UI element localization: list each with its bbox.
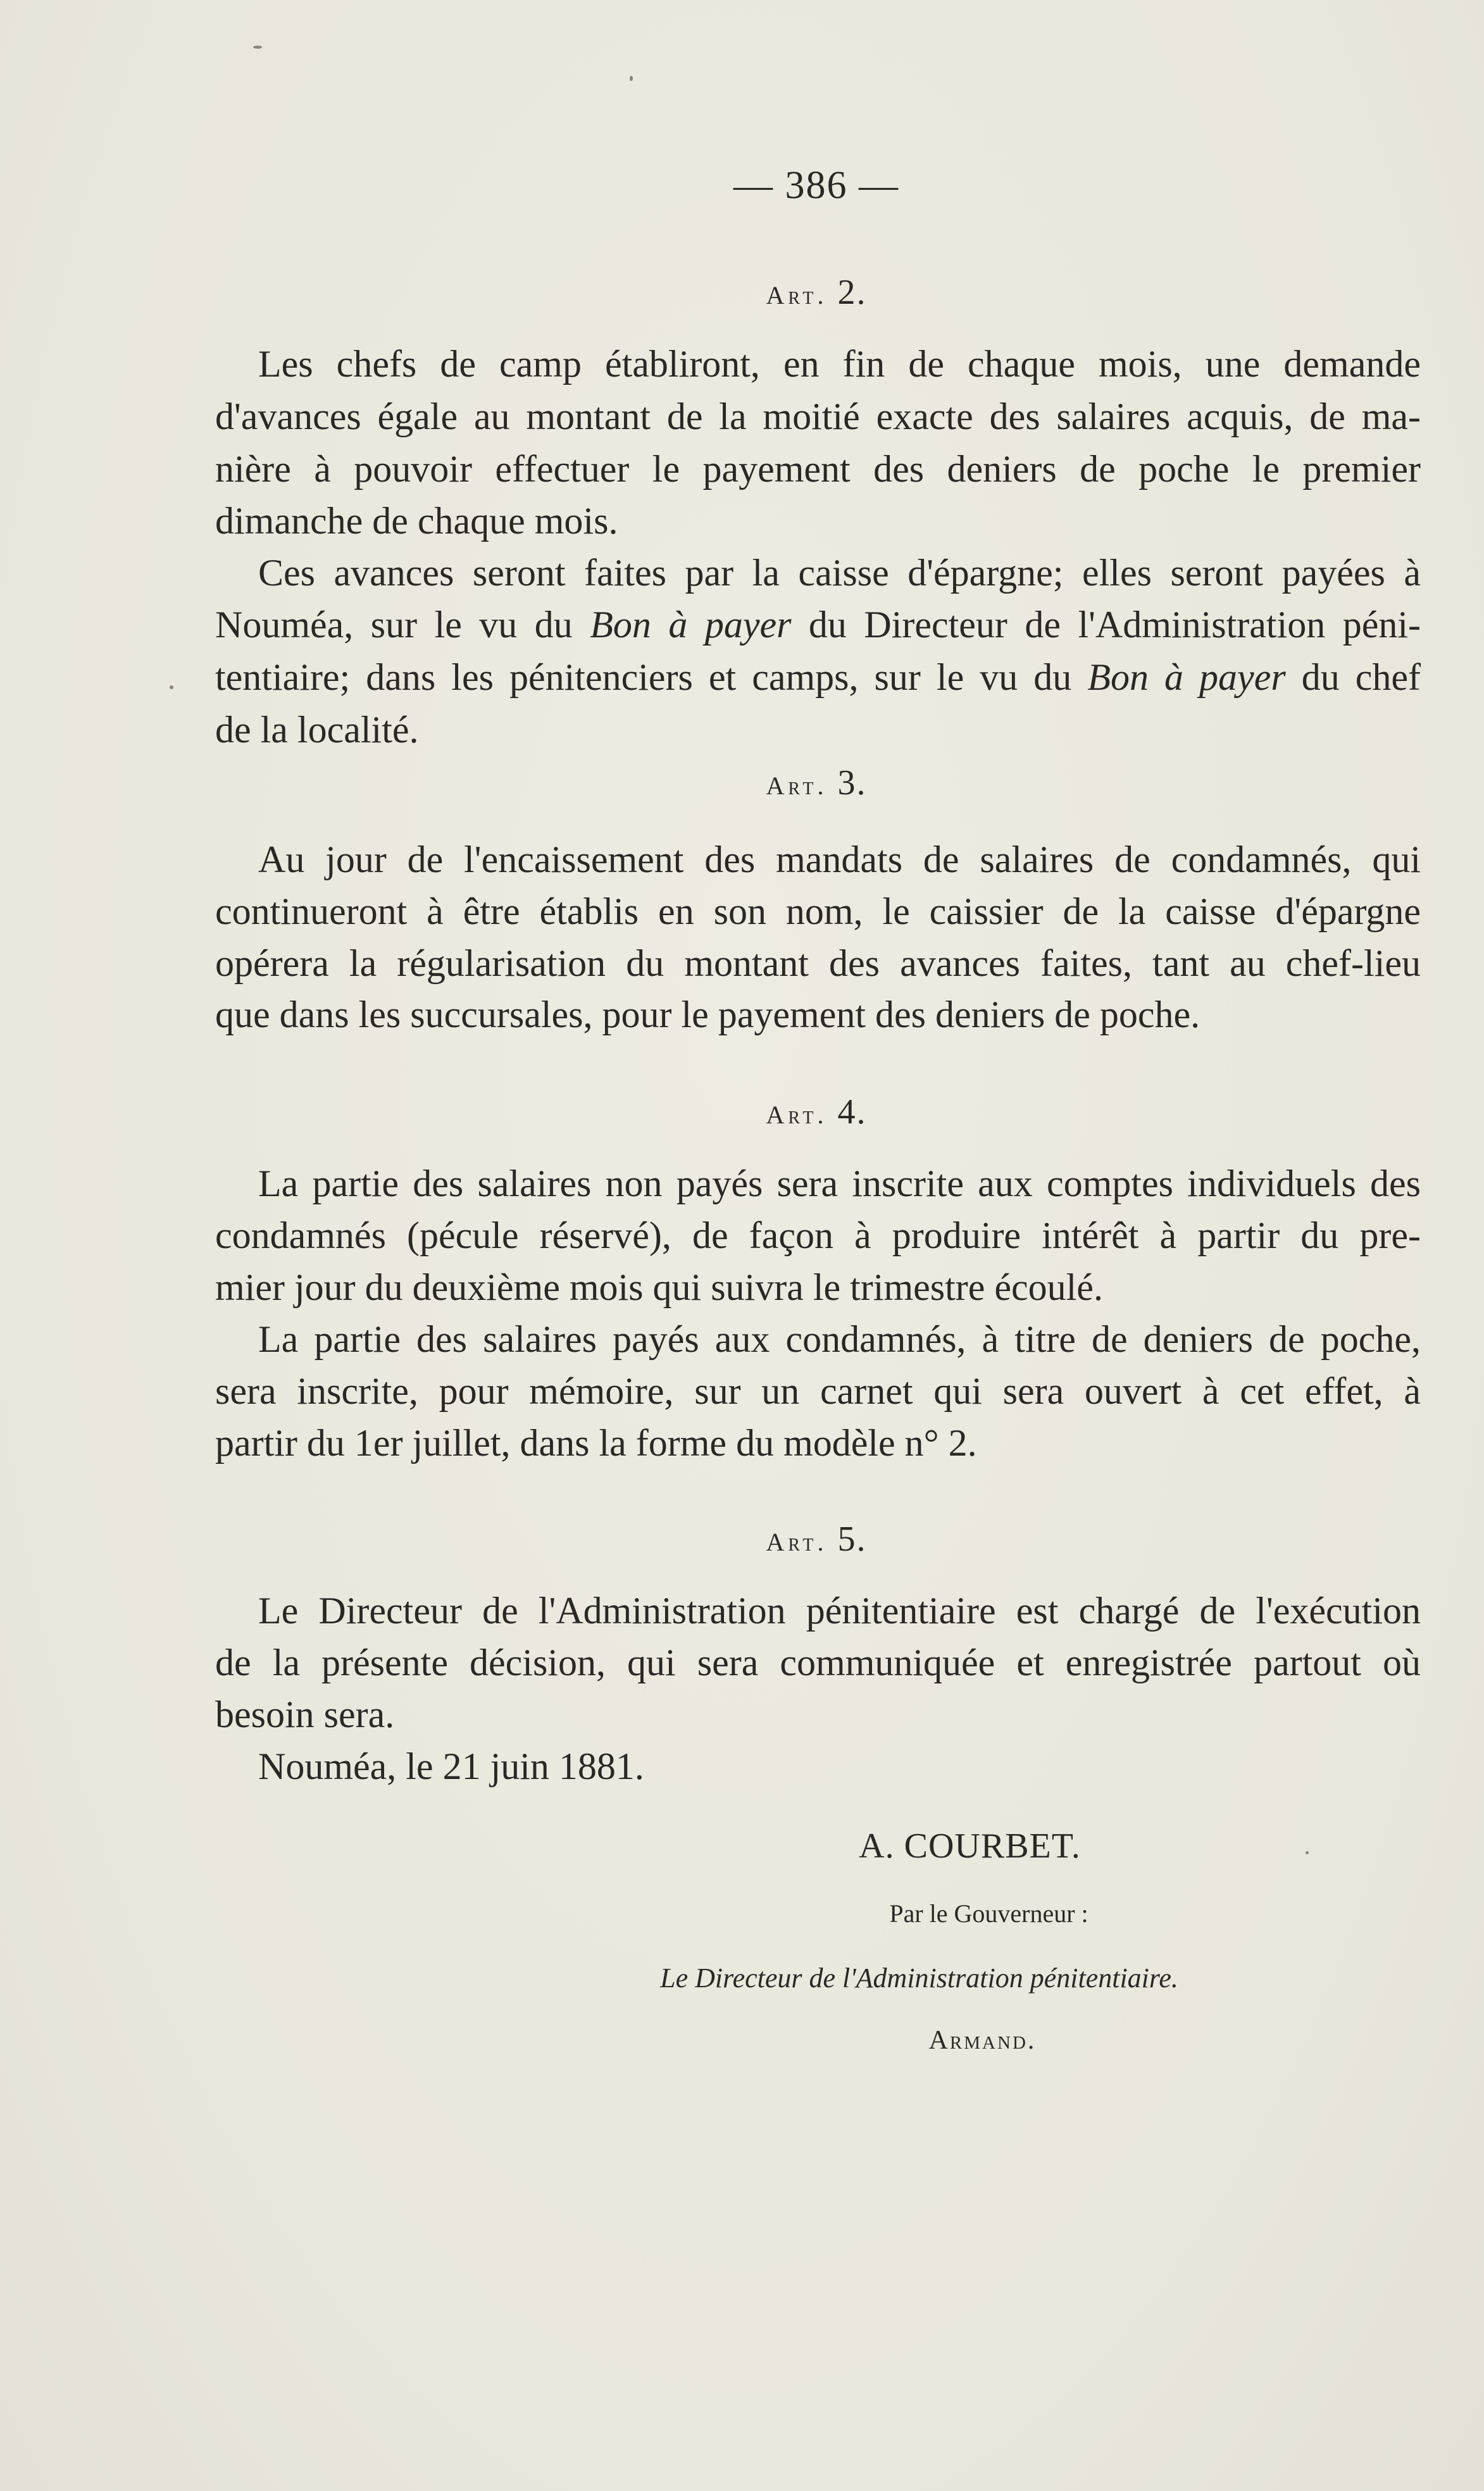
article-4-number: 4.: [837, 1092, 867, 1132]
art4-line-6: partir du 1er juillet, dans la forme du modèle n° 2.: [215, 1422, 977, 1464]
scan-speck: [630, 76, 633, 81]
article-4-label: Art.: [766, 1101, 828, 1129]
article-2-label: Art.: [766, 281, 828, 309]
signature-title: Le Directeur de l'Administration pénitentiaire.: [660, 1963, 1178, 1994]
art2-line-7-post: du chef: [1285, 656, 1421, 698]
scan-speck: [170, 685, 173, 689]
art3-line-2: continueront à être établis en son nom, le caissier de la caisse d'épargne: [215, 890, 1421, 932]
signature-name: A. COURBET.: [859, 1826, 1081, 1866]
art2-line-8: de la localité.: [215, 709, 419, 751]
scan-speck: [253, 46, 262, 49]
art4-line-4: La partie des salaires payés aux condamnés, à titre de deniers de poche,: [258, 1318, 1421, 1360]
art2-line-2: d'avances égale au montant de la moitié exacte des salaires acquis, de ma-: [215, 396, 1421, 437]
art2-line-7: [215, 652, 1421, 702]
art2-line-6: [215, 599, 1421, 650]
article-5-heading: [0, 1519, 1484, 1559]
article-4-heading: [0, 1092, 1484, 1132]
art2-line-5: Ces avances seront faites par la caisse d'épargne; elles seront payées à: [258, 552, 1421, 594]
art4-line-3: mier jour du deuxième mois qui suivra le trimestre écoulé.: [215, 1266, 1103, 1308]
art2-line-1: Les chefs de camp établiront, en fin de chaque mois, une demande: [258, 343, 1421, 385]
article-3-number: 3.: [837, 763, 867, 802]
art4-line-1: La partie des salaires non payés sera inscrite aux comptes individuels des: [258, 1163, 1421, 1204]
art2-line-7-italic: Bon à payer: [1087, 656, 1286, 698]
art2-line-6-post: du Directeur de l'Administration péni-: [791, 604, 1421, 646]
art5-line-2: de la présente décision, qui sera communiquée et enregistrée partout où: [215, 1642, 1421, 1683]
scan-speck: [1306, 1851, 1309, 1854]
article-2-heading: [0, 272, 1484, 313]
art5-line-1: Le Directeur de l'Administration pénitentiaire est chargé de l'exécution: [258, 1590, 1421, 1632]
art4-line-2: condamnés (pécule réservé), de façon à produire intérêt à partir du pre-: [215, 1214, 1421, 1256]
art5-line-4: Nouméa, le 21 juin 1881.: [258, 1745, 644, 1787]
art2-line-7-pre: tentiaire; dans les pénitenciers et camps, sur le vu du: [215, 656, 1072, 698]
article-3-heading: [0, 763, 1484, 803]
art3-line-1: Au jour de l'encaissement des mandats de salaires de condamnés, qui: [258, 839, 1421, 880]
signature-par: Par le Gouverneur :: [889, 1899, 1088, 1928]
signature-armand: Armand.: [928, 2026, 1037, 2055]
art2-line-4: dimanche de chaque mois.: [215, 500, 618, 542]
art3-line-4: que dans les succursales, pour le payement des deniers de poche.: [215, 994, 1200, 1035]
art2-line-6-pre: Nouméa, sur le vu du: [215, 604, 590, 646]
art4-line-5: sera inscrite, pour mémoire, sur un carnet qui sera ouvert à cet effet, à: [215, 1370, 1421, 1412]
art3-line-3: opérera la régularisation du montant des avances faites, tant au chef-lieu: [215, 942, 1421, 984]
article-5-number: 5.: [837, 1520, 867, 1559]
art2-line-3: nière à pouvoir effectuer le payement des deniers de poche le premier: [215, 448, 1421, 490]
art2-line-6-italic: Bon à payer: [590, 604, 792, 646]
article-2-number: 2.: [837, 273, 867, 312]
page-number: — 386 —: [733, 164, 899, 207]
art5-line-3: besoin sera.: [215, 1694, 395, 1735]
article-3-label: Art.: [766, 771, 828, 800]
article-5-label: Art.: [766, 1528, 828, 1556]
